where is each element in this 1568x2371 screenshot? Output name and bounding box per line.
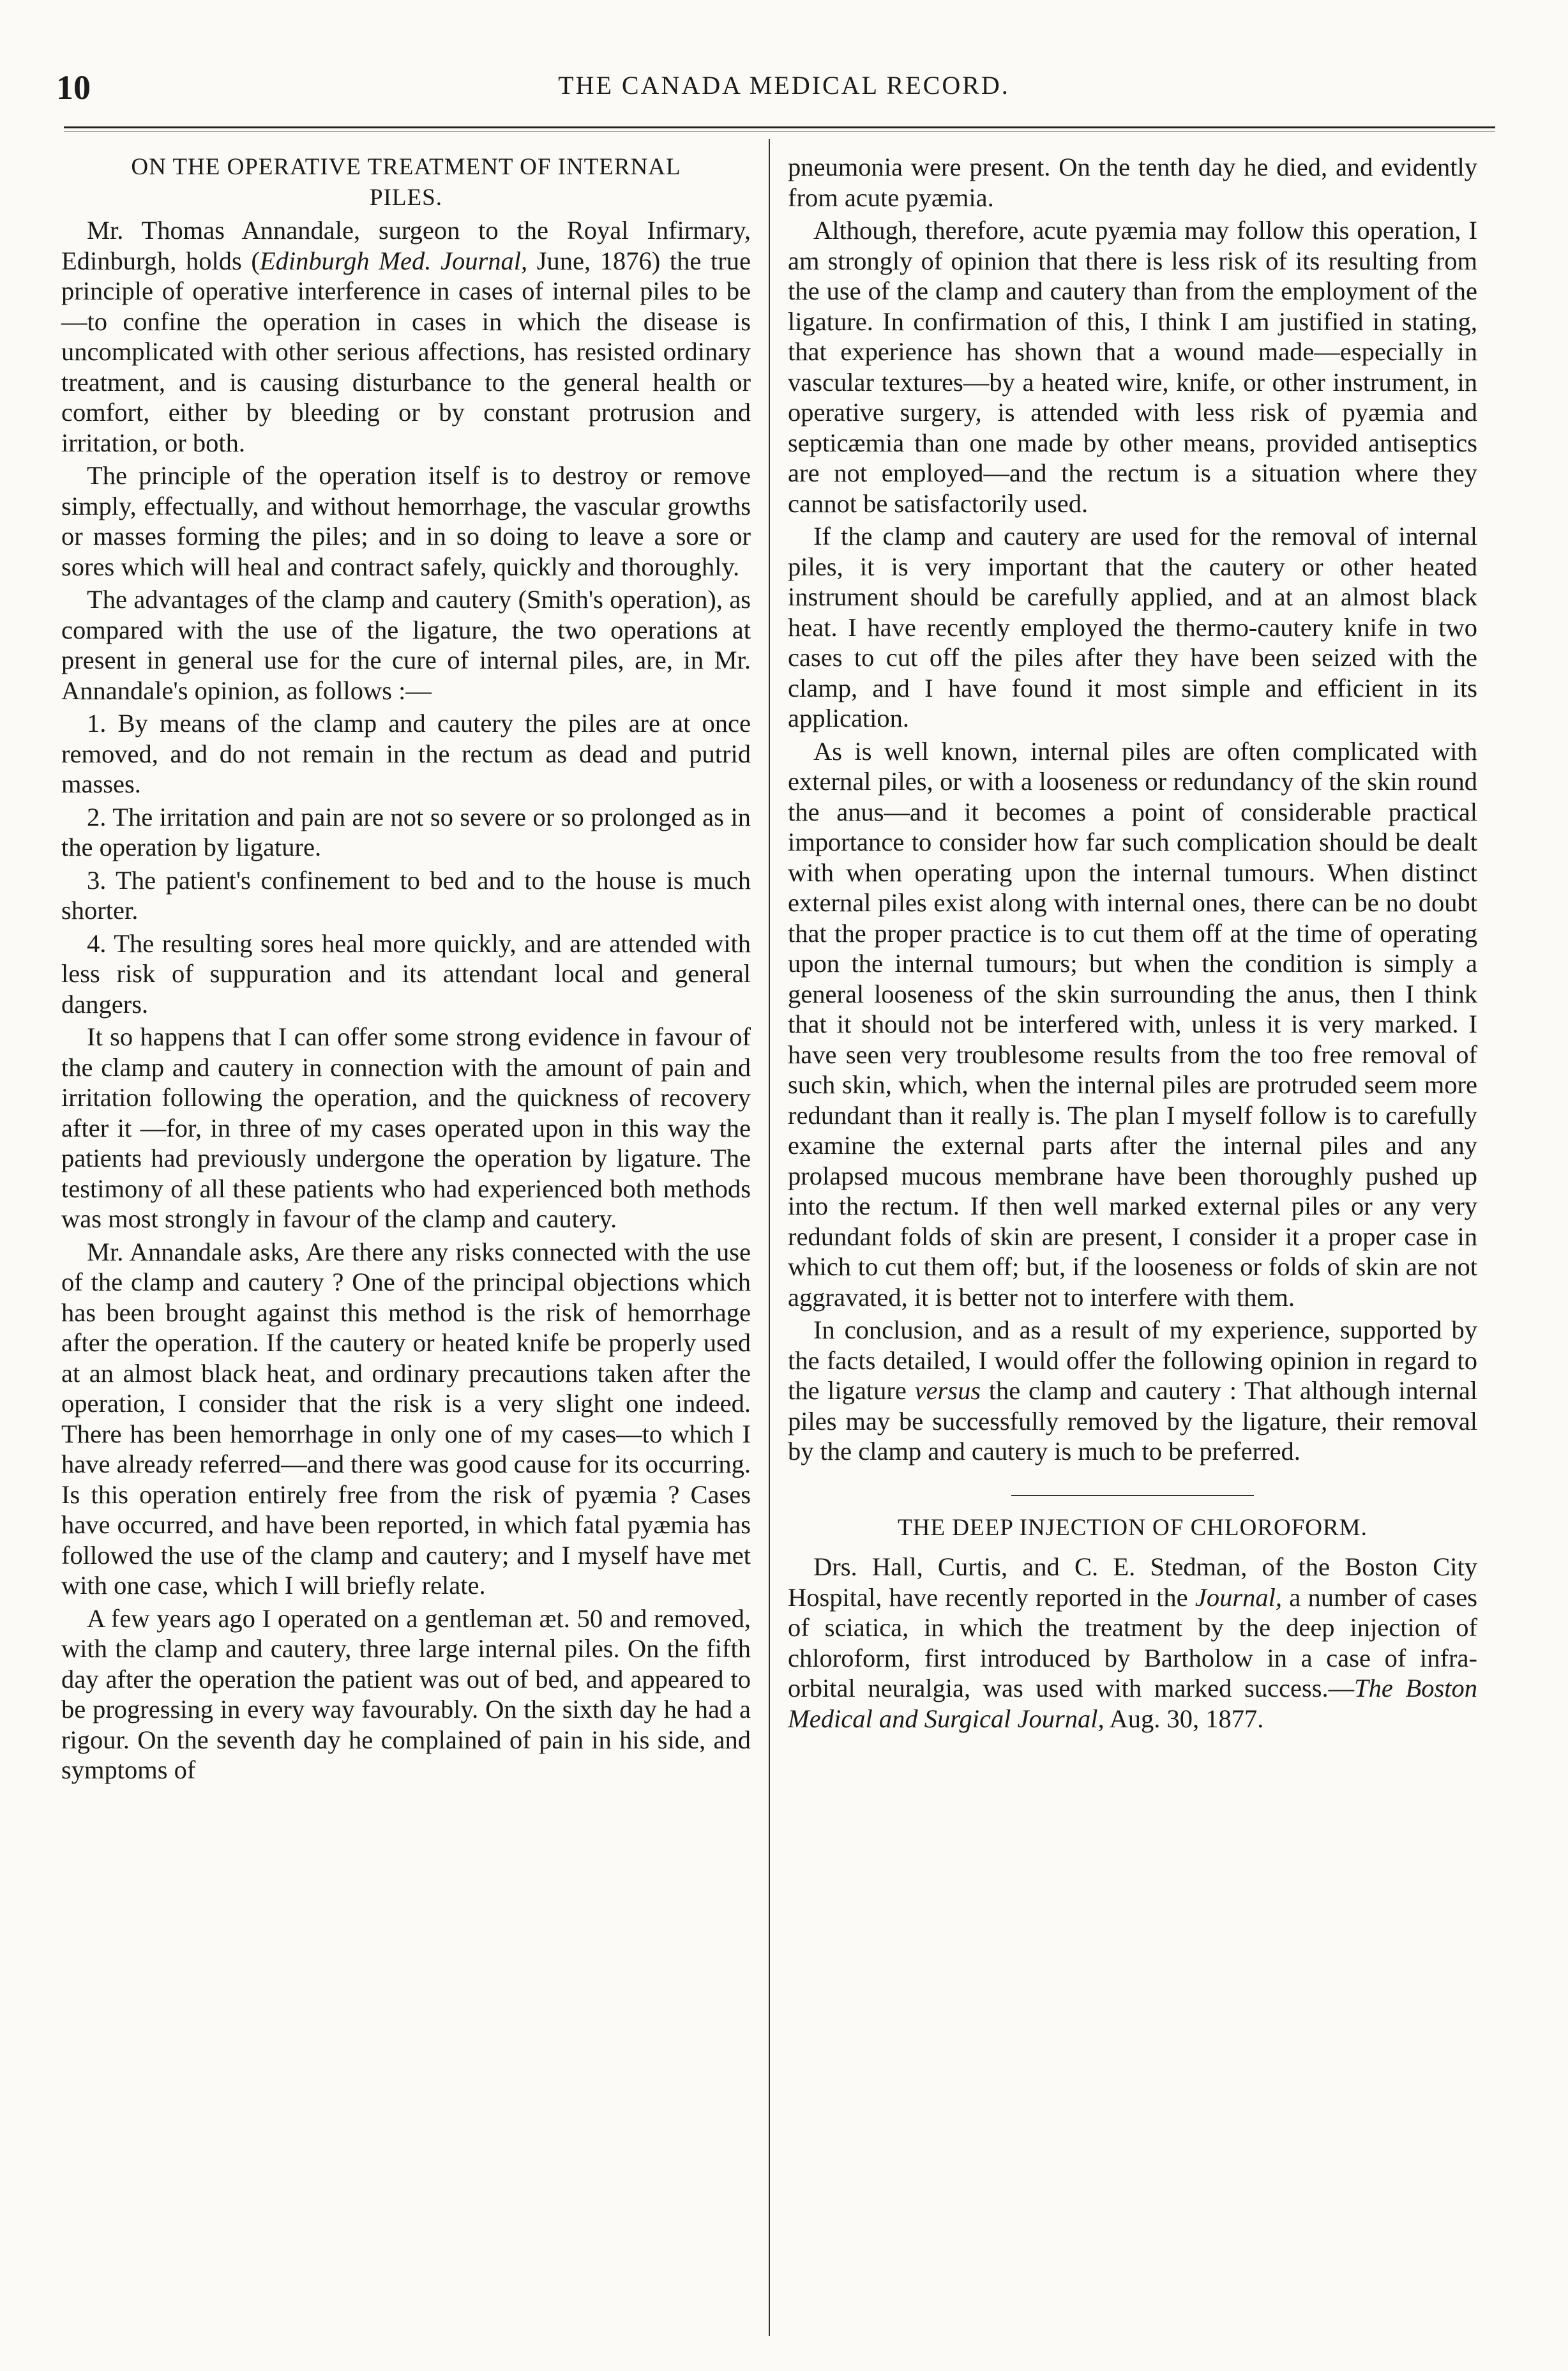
text-run: Mr. Thomas Annandale, surgeon to the Royal Infirmary, Edinburgh, holds ( xyxy=(61,216,751,275)
right-column xyxy=(788,152,1477,1736)
article-title-chloroform: THE DEEP INJECTION OF CHLOROFORM. xyxy=(898,1514,1368,1541)
paragraph: A few years ago I operated on a gentleman æt. 50 and removed, with the clamp and cautery, three large internal piles. On the fifth day after the operation the patient was out of bed, and appeared to be progressing in every way favourably. On the sixth day he had a rigour. On the seventh day he complained of pain in his side, and symptoms of xyxy=(61,1603,751,1784)
list-item: 1. By means of the clamp and cautery the piles are at once removed, and do not remain in the rectum as dead and putrid masses. xyxy=(61,709,751,798)
list-item: 3. The patient's confinement to bed and to the house is much shorter. xyxy=(61,865,751,925)
paragraph: Although, therefore, acute pyæmia may follow this operation, I am strongly of opinion that there is less risk of its resulting from the use of the clamp and cautery than from the employment of the ligature. In confirmation of this, I think I am justified in stating, that experience has shown that a wound made—especially in vascular textures—by a heated wire, knife, or other instrument, in operative surgery, is attended with less risk of pyæmia and septicæmia than one made by other means, provided antiseptics are not employed—and the rectum is a situation where they cannot be satisfactorily used. xyxy=(788,216,1477,518)
journal-title: Edinburgh Med. Journal, xyxy=(259,246,528,275)
source-journal: The Boston Medical and Surgical Journal, xyxy=(788,1674,1477,1733)
paragraph xyxy=(788,1315,1477,1467)
paragraph: It so happens that I can offer some strong evidence in favour of the clamp and cautery in connection with the amount of pain and irritation following the operation, and the quickness of recovery after it —for, in three of my cases operated upon in this way the patients had previously undergone the operation by ligature. The testimony of all these patients who had experienced both methods was most strongly in favour of the clamp and cautery. xyxy=(61,1022,751,1233)
paragraph: pneumonia were present. On the tenth day he died, and evidently from acute pyæmia. xyxy=(788,153,1477,212)
column-divider xyxy=(769,139,770,2336)
list-item: 2. The irritation and pain are not so severe or so prolonged as in the operation by ligature. xyxy=(61,802,751,861)
list-item: 4. The resulting sores heal more quickly, and are attended with less risk of suppuration and its attendant local and general dangers. xyxy=(61,928,751,1019)
article-title xyxy=(61,152,751,213)
paragraph: As is well known, internal piles are often complicated with external piles, or with a looseness or redundancy of the skin round the anus—and it becomes a point of considerable practical importance to consider how far such complication should be dealt with when operating upon the internal tumours. When distinct external piles exist along with internal ones, there can be no doubt that the proper practice is to cut them off at the time of operating upon the internal tumours; but when the condition is simply a general looseness of the skin surrounding the anus, then I think that it should not be interfered with, unless it is very marked. I have seen very troublesome results from the too free removal of such skin, which, when the internal piles are protruded seem more redundant than it really is. The plan I myself follow is to carefully examine the external parts after the internal piles and any prolapsed mucous membrane have been thoroughly pushed up into the rectum. If then well marked external piles or any very redundant folds of skin are present, I consider it a proper case in which to cut them off; but, if the looseness or folds of skin are not aggravated, it is better not to interfere with them. xyxy=(788,736,1477,1312)
journal-title: Journal, xyxy=(1195,1582,1282,1612)
text-run: the clamp and cautery : That although internal piles may be successfully removed by the ligature, their removal by the clamp and cautery is much to be preferred. xyxy=(788,1376,1477,1466)
page-header xyxy=(0,0,1568,134)
paragraph xyxy=(61,215,751,458)
section-rule xyxy=(1011,1495,1254,1496)
source-date: Aug. 30, 1877. xyxy=(1104,1704,1264,1733)
text-run: In conclusion, and as a result of my experience, supported by the facts detailed, I would offer the following opinion in regard to the ligature xyxy=(788,1315,1477,1405)
emphasis-versus: versus xyxy=(914,1376,981,1405)
paragraph: The principle of the operation itself is to destroy or remove simply, effectually, and without hemorrhage, the vascular growths or masses forming the piles; and in so doing to leave a sore or sores which will heal and contract safely, quickly and thoroughly. xyxy=(61,461,751,581)
article-title-line1: ON THE OPERATIVE TREATMENT OF INTERNAL xyxy=(131,154,681,180)
header-rule xyxy=(64,126,1495,128)
paragraph: If the clamp and cautery are used for the removal of internal piles, it is very important that the cautery or other heated instrument should be carefully applied, and at an almost black heat. I have recently employed the thermo-cautery knife in two cases to cut off the piles after they have been seized with the clamp, and I have found it most simple and efficient in its application. xyxy=(788,522,1477,732)
paragraph: The advantages of the clamp and cautery (Smith's operation), as compared with the use of the ligature, the two operations at present in general use for the cure of internal piles, are, in Mr. Annandale's opinion, as follows :— xyxy=(61,585,751,705)
text-run: a number of cases of sciatica, in which the treatment by the deep injection of chloroform, first introduced by Bartholow in a case of infra-orbital neuralgia, was used with marked success.— xyxy=(788,1582,1477,1702)
running-title: THE CANADA MEDICAL RECORD. xyxy=(558,71,1010,100)
paragraph: Mr. Annandale asks, Are there any risks connected with the use of the clamp and cautery ? One of the principal objections which has been brought against this method is the risk of hemorrhage after the operation. If the cautery or heated knife be properly used at an almost black heat, and ordinary precautions taken after the operation, I consider that the risk is a very slight one indeed. There has been hemorrhage in only one of my cases—to which I have already referred—and there was good cause for its occurring. Is this operation entirely free from the risk of pyæmia ? Cases have occurred, and have been reported, in which fatal pyæmia has followed the use of the clamp and cautery; and I myself have met with one case, which I will briefly relate. xyxy=(61,1237,751,1600)
paragraph xyxy=(788,1552,1477,1734)
page-number: 10 xyxy=(56,68,91,107)
text-run: June, 1876) the true principle of operative interference in cases of internal piles to be—to confine the operation in cases in which the disease is uncomplicated with other serious affections, has resisted ordinary treatment, and is causing disturbance to the general health or comfort, either by bleeding or by constant protrusion and irritation, or both. xyxy=(61,246,751,457)
text-run: Drs. Hall, Curtis, and C. E. Stedman, of the Boston City Hospital, have recently reported in the xyxy=(788,1552,1477,1612)
left-column xyxy=(61,152,751,1788)
article-title-line2: PILES. xyxy=(370,184,442,211)
